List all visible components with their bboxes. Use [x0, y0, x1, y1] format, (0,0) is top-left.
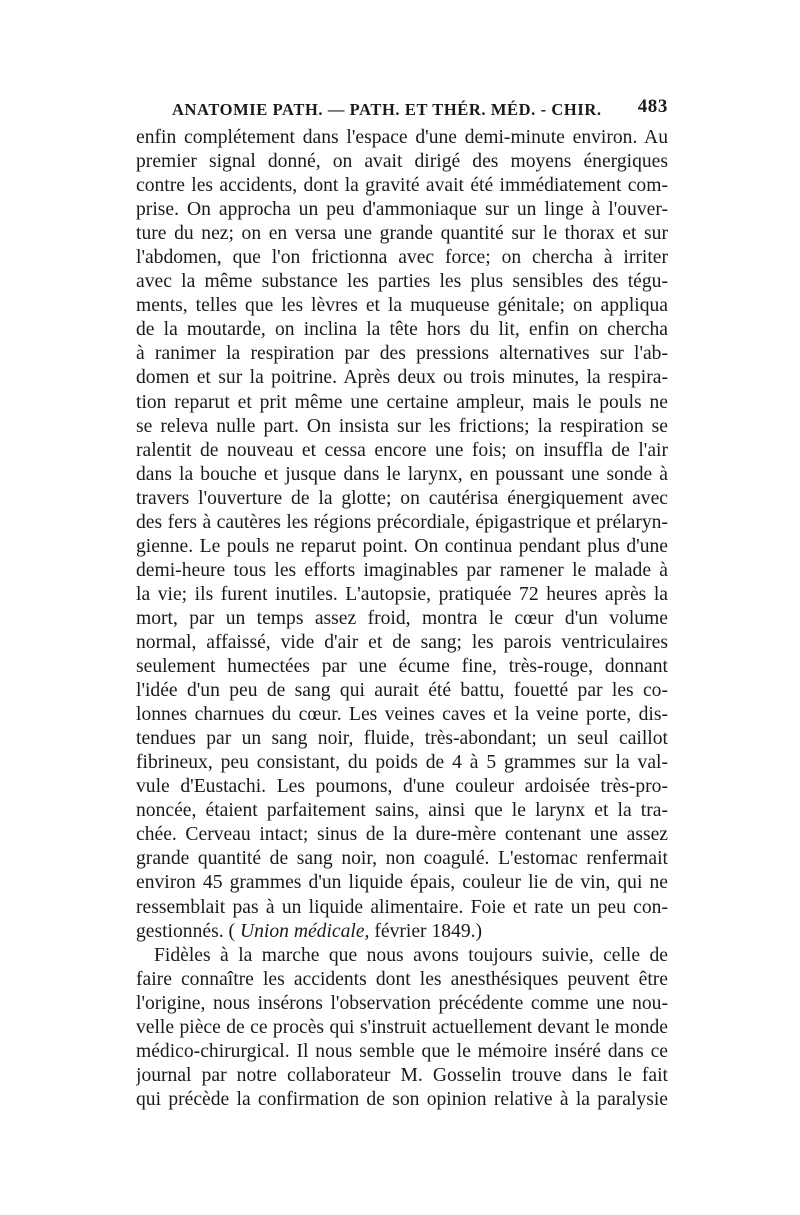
text-line: lonnes charnues du cœur. Les veines caves et la veine porte, dis- — [136, 704, 668, 726]
text-line: premier signal donné, on avait dirigé des moyens énergiques — [136, 151, 668, 173]
text-line: fibrineux, peu consistant, du poids de 4 à 5 grammes sur la val- — [136, 752, 668, 774]
text-line: tendues par un sang noir, fluide, très-abondant; un seul caillot — [136, 728, 668, 750]
text-line: l'origine, nous insérons l'observation précédente comme une nou- — [136, 992, 668, 1014]
text-line: ture du nez; on en versa une grande quantité sur le thorax et sur — [136, 223, 668, 245]
text-line: prise. On approcha un peu d'ammoniaque sur un linge à l'ouver- — [136, 199, 668, 221]
text-line: ressemblait pas à un liquide alimentaire. Foie et rate un peu con- — [136, 896, 668, 918]
text-line: la vie; ils furent inutiles. L'autopsie, pratiquée 72 heures après la — [136, 583, 668, 605]
text-line: de la moutarde, on inclina la tête hors du lit, enfin on chercha — [136, 319, 668, 341]
text-line: grande quantité de sang noir, non coagulé. L'estomac renfermait — [136, 848, 668, 870]
text-line: domen et sur la poitrine. Après deux ou trois minutes, la respira- — [136, 367, 668, 389]
text-line: mort, par un temps assez froid, montra le cœur d'un volume — [136, 607, 668, 629]
text-line: avec la même substance les parties les plus sensibles des tégu- — [136, 271, 668, 293]
text-line: des fers à cautères les régions précordiale, épigastrique et prélaryn- — [136, 511, 668, 533]
text-line: vule d'Eustachi. Les poumons, d'une couleur ardoisée très-pro- — [136, 776, 668, 798]
text-line: qui précède la confirmation de son opinion relative à la paralysie — [136, 1088, 668, 1110]
text-line: se releva nulle part. On insista sur les frictions; la respiration se — [136, 415, 668, 437]
text-line: noncée, étaient parfaitement sains, ainsi que le larynx et la tra- — [136, 800, 668, 822]
body-text — [136, 126, 668, 1112]
text-line: faire connaître les accidents dont les anesthésiques peuvent être — [136, 968, 668, 990]
text-line: travers l'ouverture de la glotte; on cautérisa énergiquement avec — [136, 487, 668, 509]
citation-prefix: gestionnés. ( — [136, 920, 240, 942]
text-line: ments, telles que les lèvres et la muqueuse génitale; on appliqua — [136, 295, 668, 317]
text-line: journal par notre collaborateur M. Gosselin trouve dans le fait — [136, 1064, 668, 1086]
book-page — [136, 96, 668, 1112]
text-line: médico-chirurgical. Il nous semble que le mémoire inséré dans ce — [136, 1040, 668, 1062]
text-line: normal, affaissé, vide d'air et de sang; les parois ventriculaires — [136, 631, 668, 653]
text-line: chée. Cerveau intact; sinus de la dure-mère contenant une assez — [136, 824, 668, 846]
text-line: velle pièce de ce procès qui s'instruit actuellement devant le monde — [136, 1016, 668, 1038]
page-number: 483 — [637, 96, 668, 117]
running-head-title: ANATOMIE PATH. — PATH. ET THÉR. MÉD. - CHIR. — [172, 100, 602, 119]
citation-date: février 1849.) — [369, 920, 483, 942]
text-line: demi-heure tous les efforts imaginables par ramener le malade à — [136, 559, 668, 581]
citation-source: Union médicale, — [239, 920, 370, 942]
paragraph-first-line: Fidèles à la marche que nous avons toujours suivie, celle de — [154, 944, 668, 966]
text-line: environ 45 grammes d'un liquide épais, couleur lie de vin, qui ne — [136, 872, 668, 894]
citation-line — [136, 920, 668, 944]
text-line: l'abdomen, que l'on frictionna avec force; on chercha à irriter — [136, 247, 668, 269]
text-line: dans la bouche et jusque dans le larynx, en poussant une sonde à — [136, 463, 668, 485]
text-line: tion reparut et prit même une certaine ampleur, mais le pouls ne — [136, 391, 668, 413]
text-line: enfin complétement dans l'espace d'une demi-minute environ. Au — [136, 127, 668, 148]
text-line: gienne. Le pouls ne reparut point. On continua pendant plus d'une — [136, 535, 668, 557]
text-line: seulement humectées par une écume fine, très-rouge, donnant — [136, 656, 668, 678]
text-line: à ranimer la respiration par des pressions alternatives sur l'ab- — [136, 343, 668, 365]
running-head — [136, 96, 668, 126]
text-line: l'idée d'un peu de sang qui aurait été battu, fouetté par les co- — [136, 680, 668, 702]
text-line: ralentit de nouveau et cessa encore une fois; on insuffla de l'air — [136, 439, 668, 461]
text-line: contre les accidents, dont la gravité avait été immédiatement com- — [136, 175, 668, 197]
